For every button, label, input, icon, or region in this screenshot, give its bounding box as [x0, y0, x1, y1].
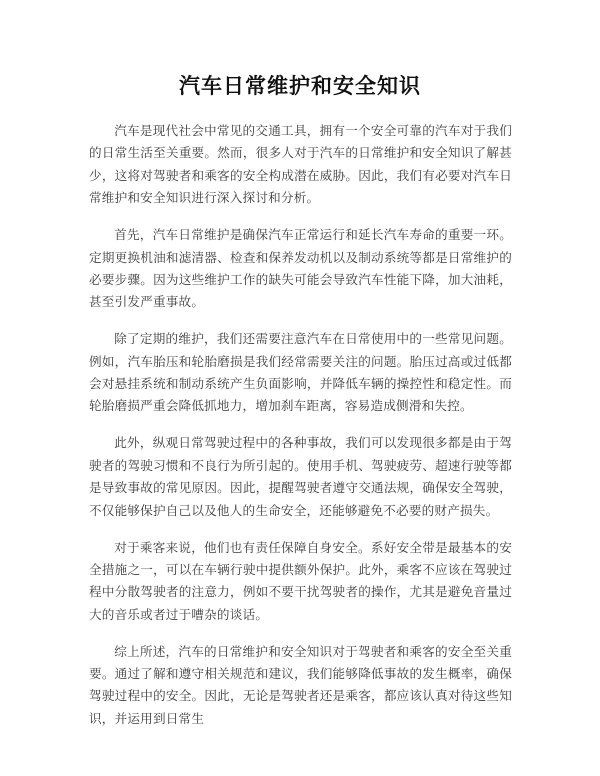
- document-body: [89, 120, 512, 745]
- paragraph-driving-habits: 此外，纵观日常驾驶过程中的各种事故，我们可以发现很多都是由于驾驶者的驾驶习惯和不良行为所引起的。使用手机、驾驶疲劳、超速行驶等都是导致事故的常见原因。因此，提醒驾驶者遵守交通法规，确保安全驾驶，不仅能够保护自己以及他人的生命安全，还能够避免不必要的财产损失。: [89, 435, 512, 518]
- document-title: 汽车日常维护和安全知识: [179, 74, 421, 98]
- paragraph-intro: 汽车是现代社会中常见的交通工具，拥有一个安全可靠的汽车对于我们的日常生活至关重要。然而，很多人对于汽车的日常维护和安全知识了解甚少，这将对驾驶者和乘客的安全构成潜在威胁。因此，我们有必要对汽车日常维护和安全知识进行深入探讨和分析。: [89, 123, 512, 206]
- paragraph-common-issues: 除了定期的维护，我们还需要注意汽车在日常使用中的一些常见问题。例如，汽车胎压和轮胎磨损是我们经常需要关注的问题。胎压过高或过低都会对悬挂系统和制动系统产生负面影响，并降低车辆的操控性和稳定性。而轮胎磨损严重会降低抓地力，增加刹车距离，容易造成侧滑和失控。: [89, 331, 512, 414]
- paragraph-conclusion: 综上所述，汽车的日常维护和安全知识对于驾驶者和乘客的安全至关重要。通过了解和遵守相关规范和建议，我们能够降低事故的发生概率，确保驾驶过程中的安全。因此，无论是驾驶者还是乘客，都应该认真对待这些知识，并运用到日常生: [89, 643, 512, 726]
- paragraph-maintenance: 首先，汽车日常维护是确保汽车正常运行和延长汽车寿命的重要一环。定期更换机油和滤清器、检查和保养发动机以及制动系统等都是日常维护的必要步骤。因为这些维护工作的缺失可能会导致汽车性能下降，加大油耗，甚至引发严重事故。: [89, 227, 512, 310]
- paragraph-passengers: 对于乘客来说，他们也有责任保障自身安全。系好安全带是最基本的安全措施之一，可以在车辆行驶中提供额外保护。此外，乘客不应该在驾驶过程中分散驾驶者的注意力，例如不要干扰驾驶者的操作，尤其是避免音量过大的音乐或者过于嘈杂的谈话。: [89, 539, 512, 622]
